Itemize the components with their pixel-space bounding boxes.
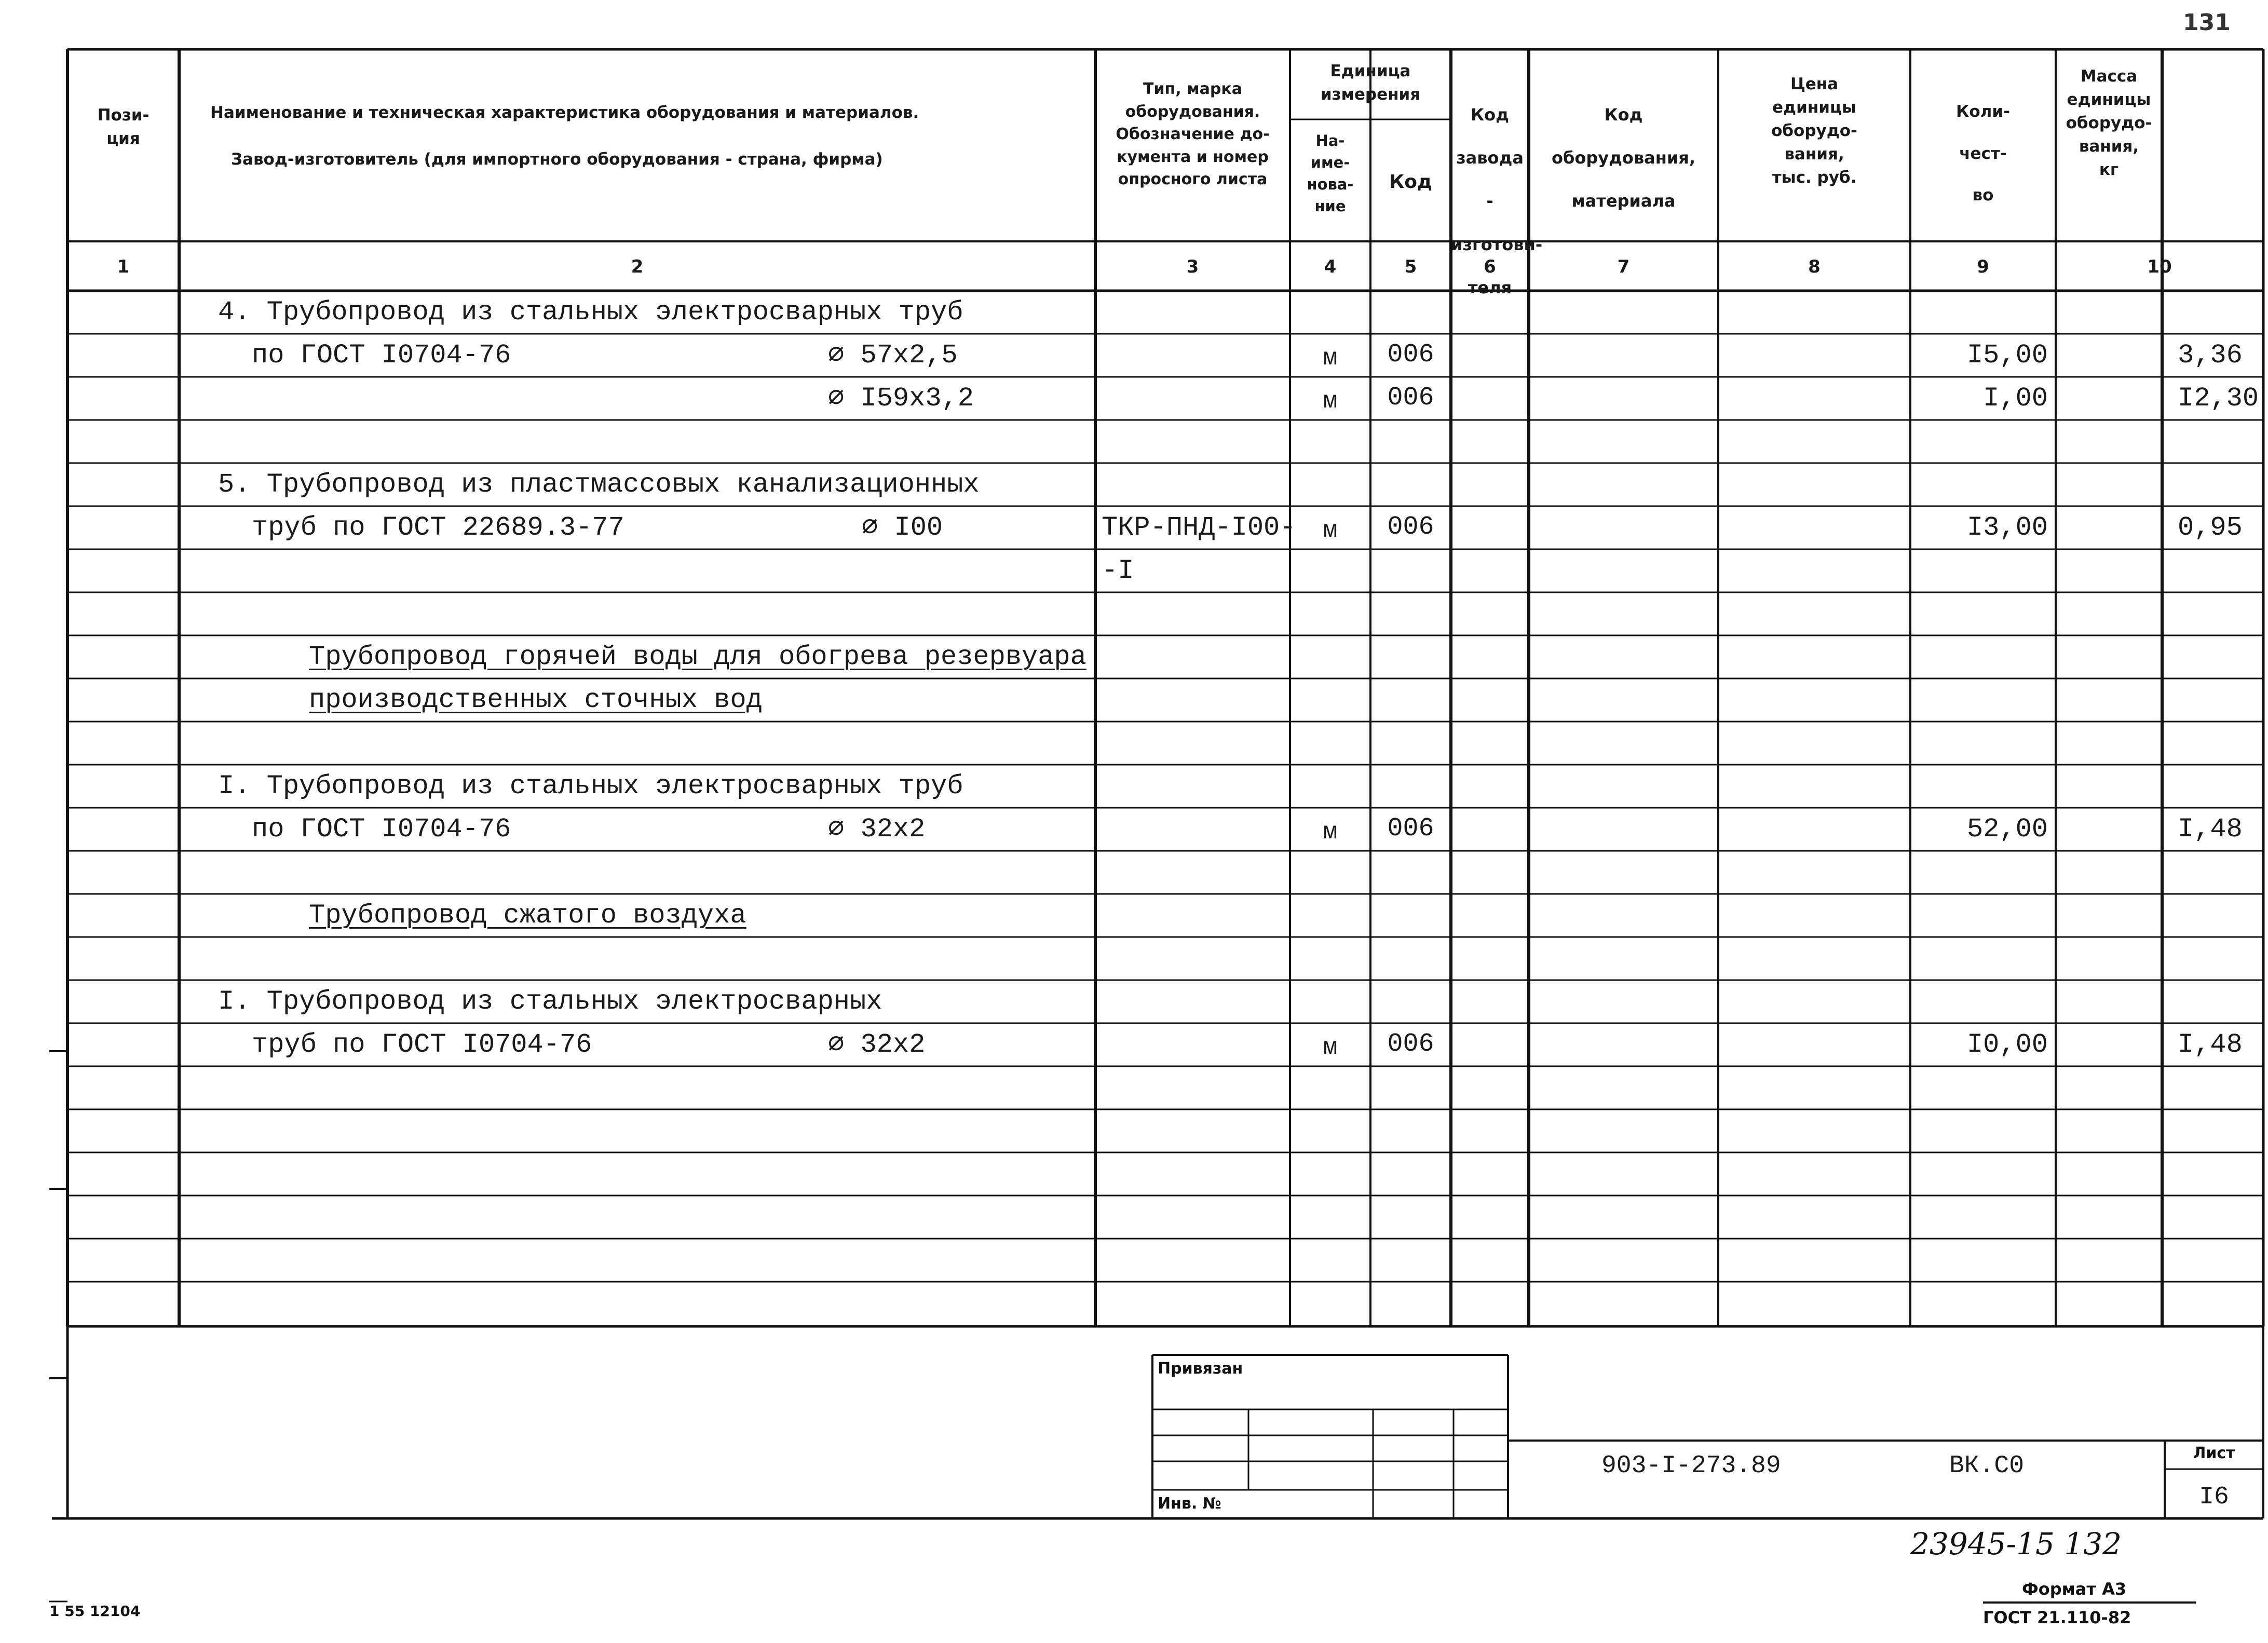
column-number-8: 8 [1808,256,1821,277]
doc-code: 903-I-273.89 [1601,1452,1781,1480]
header-equipment-code: Код оборудования, материала [1552,105,1695,211]
column-number-1: 1 [117,256,130,277]
item-name: труб по ГОСТ I0704-76 [252,1029,592,1060]
item-quantity: I0,00 [1966,1029,2048,1060]
header-unit-name: На- име- нова- ние [1307,132,1354,215]
item-quantity: I,00 [1983,383,2048,414]
item-name: 4. Трубопровод из стальных электросварных труб [218,297,963,328]
item-mass: I,48 [2178,1029,2243,1060]
column-number-9: 9 [1977,256,1989,277]
item-unit: м [1323,388,1338,415]
item-unit-code: 006 [1387,340,1434,370]
item-unit-code: 006 [1387,814,1434,844]
column-number-3: 3 [1186,256,1199,277]
item-name: 5. Трубопровод из пластмассовых канализационных [218,469,980,500]
header-quantity: Коли- чест- во [1956,102,2010,205]
header-name-line2: Завод-изготовитель (для импортного оборудования - страна, фирма) [231,150,883,169]
item-quantity: I5,00 [1966,340,2048,371]
column-number-10: 10 [2147,256,2172,277]
item-unit-code: 006 [1387,512,1434,542]
header-price: Цена единицы оборудо- вания, тыс. руб. [1771,75,1857,187]
item-quantity: 52,00 [1966,814,2048,845]
sheet-label: Лист [2193,1444,2235,1462]
item-mass: 0,95 [2178,512,2243,543]
item-name: I. Трубопровод из стальных электросварных труб [218,771,963,802]
column-number-4: 4 [1324,256,1337,277]
item-mass: 3,36 [2178,340,2243,371]
header-unit-code: Код [1389,171,1433,193]
item-unit: м [1323,517,1338,544]
item-name: труб по ГОСТ 22689.3-77 [252,512,624,543]
item-unit-code: 006 [1387,383,1434,413]
item-unit: м [1323,1034,1338,1061]
item-unit-code: 006 [1387,1029,1434,1059]
item-spec: ∅ 57х2,5 [828,340,958,371]
corner-page-number: 131 [2183,9,2231,36]
column-number-6: 6 [1484,256,1496,277]
header-mass: Масса единицы оборудо- вания, кг [2066,67,2152,179]
item-name: производственных сточных вод [309,685,763,715]
item-spec: ∅ I59х3,2 [828,383,974,414]
header-factory-code: Код завода - изготови- теля [1451,105,1543,297]
item-quantity: I3,00 [1966,512,2048,543]
stamp-inv-no: Инв. № [1158,1495,1221,1513]
header-name-line1: Наименование и техническая характеристика оборудования и материалов. [210,103,919,122]
item-mass: I2,30 [2178,383,2259,414]
item-name: I. Трубопровод из стальных электросварных [218,986,882,1017]
header-unit-group: Единица измерения [1320,62,1421,104]
left-code: 1 55 12104 [49,1603,141,1620]
column-number-7: 7 [1617,256,1630,277]
item-mass: I,48 [2178,814,2243,845]
header-type: Тип, марка оборудования. Обозначение до- кумента и номер опросного листа [1116,80,1270,188]
column-number-2: 2 [631,256,644,277]
doc-mark: ВК.С0 [1949,1452,2025,1480]
item-name: по ГОСТ I0704-76 [252,340,511,371]
item-spec: ∅ 32х2 [828,1029,926,1060]
format-label: Формат А3 [2022,1579,2127,1599]
stamp-privyazan: Привязан [1158,1360,1243,1378]
column-number-5: 5 [1404,256,1417,277]
item-unit: м [1323,819,1338,846]
item-name: Трубопровод горячей воды для обогрева резервуара [309,642,1087,672]
handwritten-number: 23945-15 132 [1910,1526,2122,1561]
item-name: по ГОСТ I0704-76 [252,814,511,845]
item-spec: ∅ 32х2 [828,814,926,845]
sheet-number: I6 [2199,1483,2229,1511]
item-unit: м [1323,345,1338,372]
item-spec: ∅ I00 [862,512,943,543]
header-position: Пози- ция [97,106,150,148]
item-type: ТКР-ПНД-I00- [1102,512,1296,543]
gost-label: ГОСТ 21.110-82 [1983,1608,2131,1627]
item-name: Трубопровод сжатого воздуха [309,900,746,931]
item-type: -I [1102,555,1134,586]
